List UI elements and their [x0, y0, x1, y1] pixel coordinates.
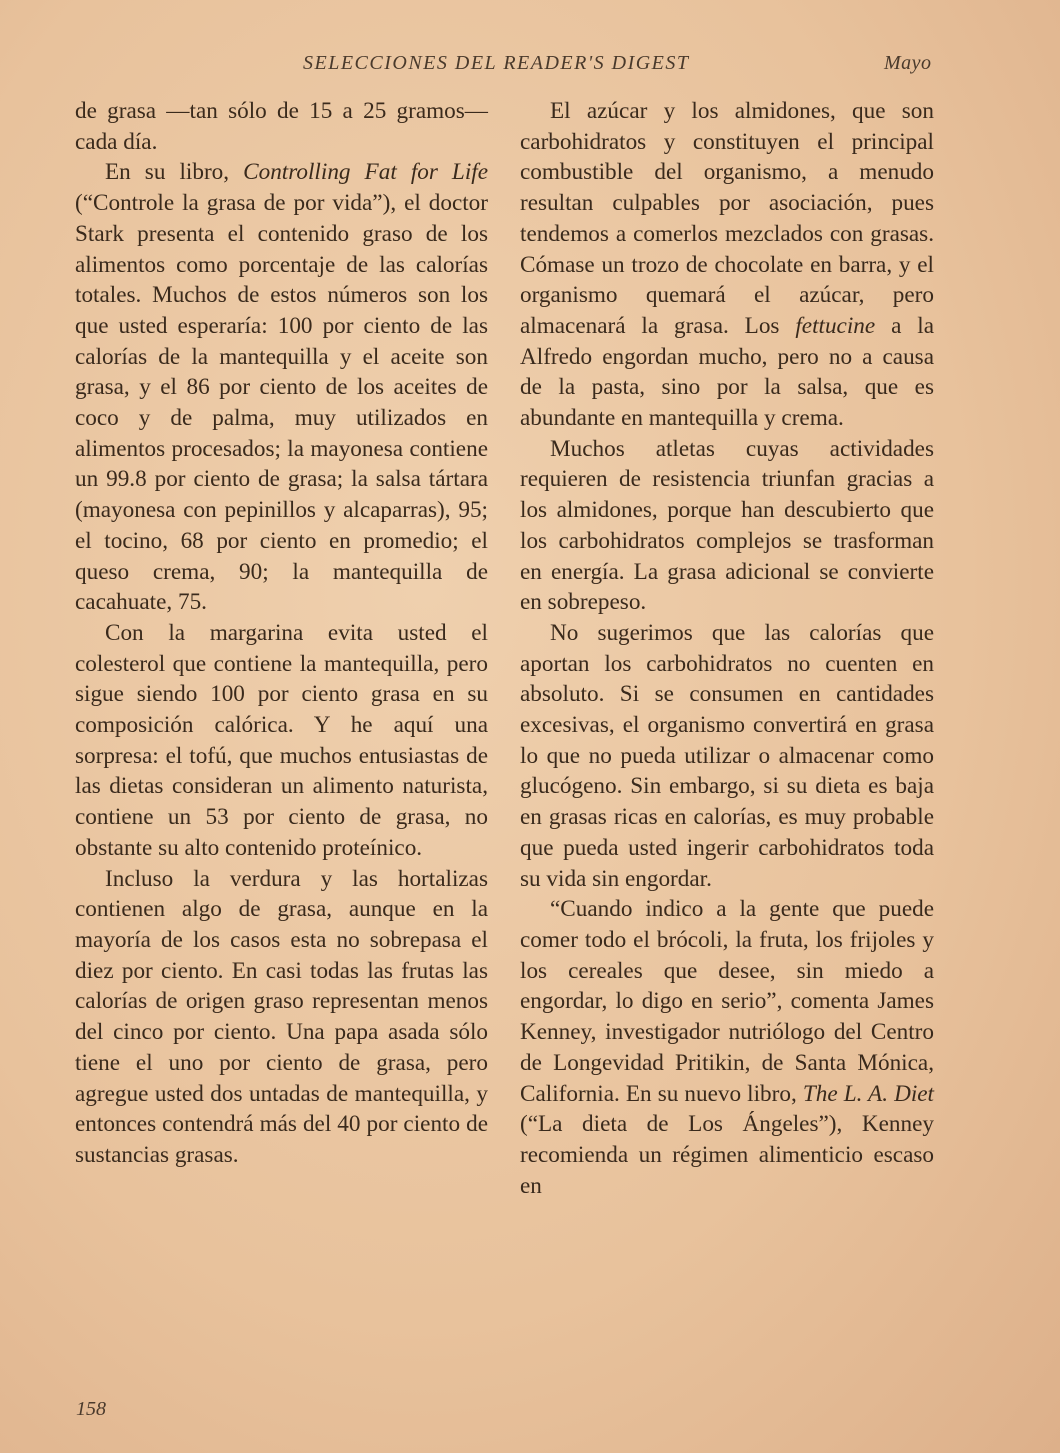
paragraph: No sugerimos que las calorías que aportan los carbohidratos no cuenten en absoluto. Si se consumen en cantidades excesivas, el organismo convertirá en grasa lo que no pueda utilizar o almacenar como glucógeno. Sin embargo, si su dieta es baja en grasas ricas en calorías, es muy probable que pueda usted ingerir carbohidratos toda su vida sin engordar. — [520, 619, 934, 892]
text-run: En su libro, — [105, 159, 244, 186]
paragraph — [520, 96, 934, 434]
text-run: El azúcar y los almidones, que son carbohidratos y constituyen el principal combustible del organismo, a menudo resultan culpables por asociación, pues tendemos a comerlos mezclados con grasas. Cómase un trozo de chocolate en barra, y el organismo quemará el azúcar, pero almacenará la grasa. Los — [520, 98, 934, 339]
paragraph: Incluso la verdura y las hortalizas contienen algo de grasa, aunque en la mayoría de los casos esta no sobrepasa el diez por ciento. En casi todas las frutas las calorías de origen graso representan menos del cinco por ciento. Una papa asada sólo tiene el uno por ciento de grasa, pero agregue usted dos untadas de mantequilla, y entonces contendrá más del 40 por ciento de sustancias grasas. — [75, 865, 488, 1168]
text-run: “Cuando indico a la gente que puede comer todo el brócoli, la fruta, los frijoles y los cereales que desee, sin miedo a engordar, lo digo en serio”, comenta James Kenney, investigador nutriólogo del Centro de Longevidad Pritikin, de Santa Mónica, California. En su nuevo libro, — [520, 896, 934, 1107]
text-run: (“La dieta de Los Ángeles”), Kenney recomienda un régimen alimenticio escaso en — [520, 1111, 934, 1199]
paragraph: de grasa —tan sólo de 15 a 25 gramos— cada día. — [75, 98, 488, 155]
left-column — [75, 96, 488, 1171]
paragraph: Muchos atletas cuyas actividades requieren de resistencia triunfan gracias a los almidones, porque han descubierto que los carbohidratos complejos se trasforman en energía. La grasa adicional se convierte en sobrepeso. — [520, 435, 934, 616]
paragraph: Con la margarina evita usted el colesterol que contiene la mantequilla, pero sigue siendo 100 por ciento grasa en su composición calórica. Y he aquí una sorpresa: el tofú, que muchos entusiastas de las dietas consideran un alimento naturista, contiene un 53 por ciento de grasa, no obstante su alto contenido proteínico. — [75, 619, 488, 861]
book-title: Controlling Fat for Life — [243, 159, 489, 186]
paragraph — [520, 894, 934, 1201]
publication-title: SELECCIONES DEL READER'S DIGEST — [303, 52, 690, 74]
page-number: 158 — [76, 1398, 106, 1420]
book-title: The L. A. Diet — [802, 1080, 934, 1107]
text-run: a la Alfredo engordan mucho, pero no a causa de la pasta, sino por la salsa, que es abundante en mantequilla y crema. — [520, 312, 934, 432]
running-header — [0, 52, 1060, 82]
issue-month: Mayo — [884, 52, 932, 74]
right-column — [520, 96, 934, 1201]
text-run: (“Controle la grasa de por vida”), el doctor Stark presenta el contenido graso de los alimentos como porcentaje de las calorías totales. Muchos de estos números son los que usted esperaría: 100 por ciento de las calorías de la mantequilla y el aceite son grasa, y el 86 por ciento de los aceites de coco y de palma, muy utilizados en alimentos procesados; la mayonesa contiene un 99.8 por ciento de grasa; la salsa tártara (mayonesa con pepinillos y alcaparras), 95; el tocino, 68 por ciento en promedio; el queso crema, 90; la mantequilla de cacahuate, 75. — [75, 190, 488, 616]
dish-name: fettucine — [795, 312, 876, 339]
paragraph — [75, 157, 488, 618]
